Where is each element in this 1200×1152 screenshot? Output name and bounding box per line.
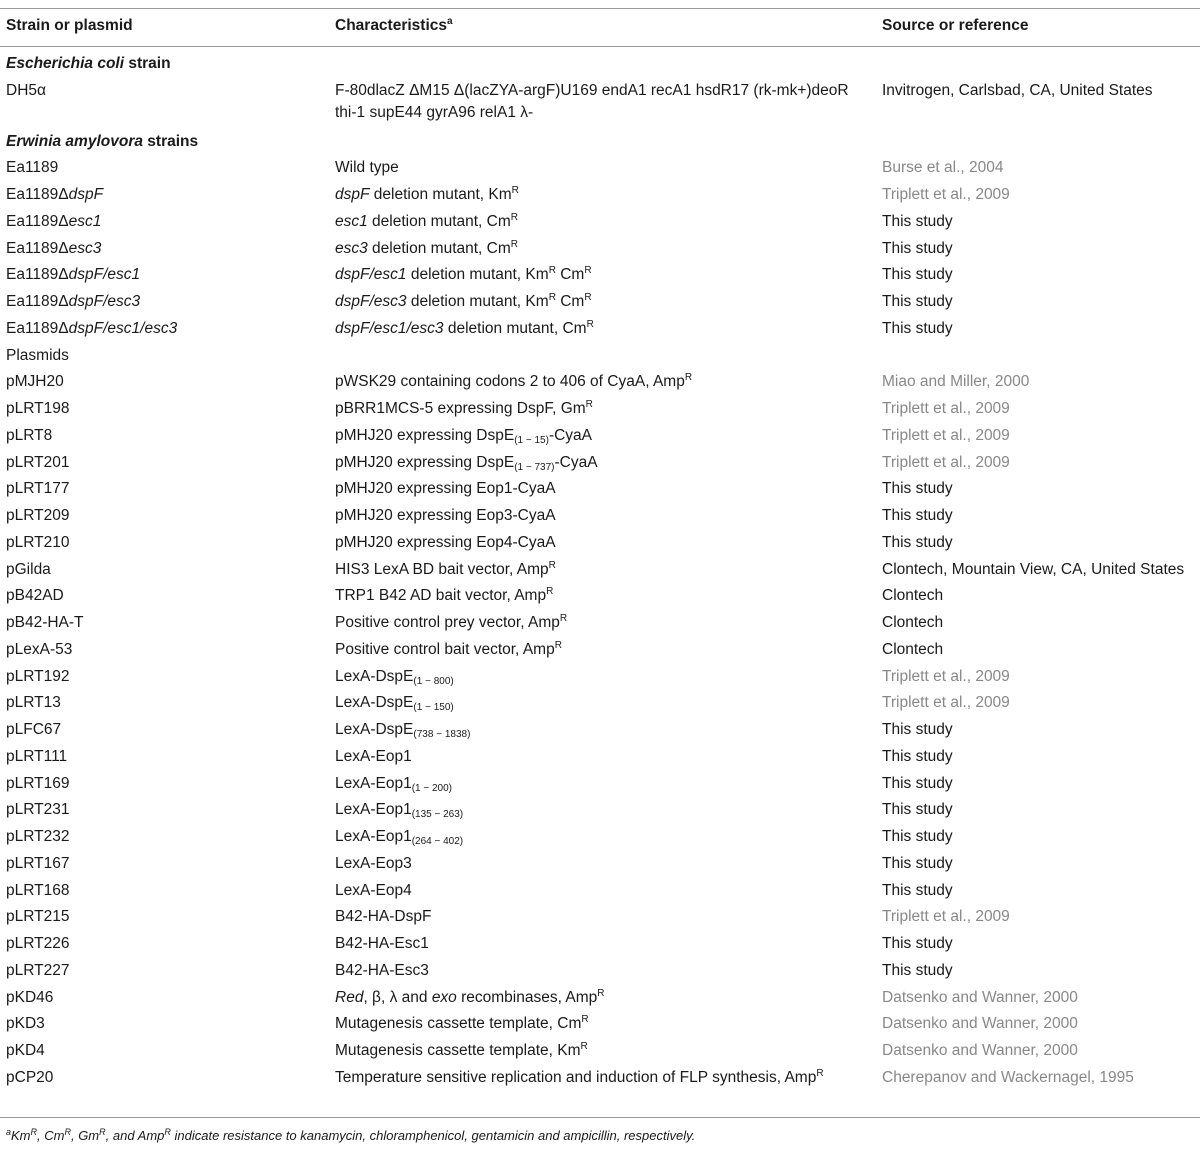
- source-cell: This study: [882, 293, 953, 311]
- characteristics-cell: LexA-$Eop1_{(1 - 200)}$: [335, 774, 453, 794]
- strain-cell: Ea1189ΔdspF/esc3: [6, 293, 141, 311]
- source-cell: This study: [882, 319, 953, 337]
- source-cell: Clontech: [882, 587, 944, 605]
- characteristics-cell: LexA-DspE$_{(1 - 800)}$: [335, 667, 454, 687]
- strain-cell: pCP20: [6, 1068, 54, 1086]
- strain-cell: Ea1189ΔdspF: [6, 186, 104, 204]
- strain-cell: pLRT232: [6, 828, 70, 846]
- source-cell: Burse et al., 2004: [882, 159, 1004, 177]
- strain-cell: pLRT215: [6, 908, 70, 926]
- strain-cell: pKD46: [6, 988, 54, 1006]
- characteristics-cell: LexA-DspE$_{(1 - 150)}$: [335, 694, 454, 714]
- strain-cell: pLRT210: [6, 533, 70, 551]
- strain-cell: pLFC67: [6, 721, 62, 739]
- characteristics-cell: Red, β, λ and exo recombinases, Amp$^R$: [335, 987, 605, 1006]
- strain-cell: pB42-HA-T: [6, 614, 84, 632]
- strain-cell: pLRT111: [6, 747, 68, 765]
- source-cell: Datsenko and Wanner, 2000: [882, 1015, 1078, 1033]
- characteristics-cell: Mutagenesis cassette template, $Cm^R$: [335, 1014, 589, 1033]
- source-cell: This study: [882, 533, 953, 551]
- characteristics-cell: LexA-Eop4: [335, 881, 412, 899]
- bottom-rule: [0, 1117, 1200, 1118]
- characteristics-cell: Positive control prey vector, Amp$^R$: [335, 613, 568, 632]
- source-cell: This study: [882, 212, 953, 230]
- strain-cell: pLRT8: [6, 426, 53, 444]
- source-cell: This study: [882, 266, 953, 284]
- table-footnote: $^aKm^R$, $Cm^R$, $Gm^R$, and Amp$^R$ indicate resistance to kanamycin, chloramphenicol, gentamicin and ampicillin, respectively.: [6, 1127, 696, 1143]
- characteristics-cell: pWSK29 containing codons 2 to 406 of CyaA, Amp$^R$: [335, 372, 693, 391]
- strain-cell: pGilda: [6, 560, 51, 578]
- strain-cell: DH5α: [6, 81, 46, 99]
- strain-cell: pLRT227: [6, 961, 70, 979]
- source-cell: This study: [882, 961, 953, 979]
- strain-cell: Ea1189ΔdspF/esc1: [6, 266, 141, 284]
- characteristics-cell: Mutagenesis cassette template, $Km^R$: [335, 1041, 588, 1060]
- characteristics-cell: F-80dlacZ ΔM15 Δ(lacZYA-argF)U169 endA1 recA1 hsdR17 (rk-mk+)deoR thi-1 supE44 gyrA96 relA1 λ-: [335, 81, 849, 121]
- source-cell: Clontech, Mountain View, CA, United States: [882, 560, 1185, 578]
- characteristics-cell: esc1 deletion mutant, $Cm^R$: [335, 211, 518, 230]
- strain-cell: pLRT192: [6, 667, 70, 685]
- source-cell: Cherepanov and Wackernagel, 1995: [882, 1068, 1134, 1086]
- strain-cell: pLRT231: [6, 801, 70, 819]
- source-cell: This study: [882, 747, 953, 765]
- source-cell: This study: [882, 854, 953, 872]
- header-source: Source or reference: [882, 17, 1029, 34]
- characteristics-cell: pMHJ20 expressing Eop3-CyaA: [335, 507, 556, 525]
- characteristics-cell: pBRR1MCS-5 expressing DspF, $Gm^R$: [335, 399, 593, 418]
- characteristics-cell: B42-HA-Esc1: [335, 935, 429, 953]
- characteristics-cell: pMHJ20 expressing Eop1-CyaA: [335, 480, 556, 498]
- characteristics-cell: HIS3 LexA BD bait vector, Amp$^R$: [335, 559, 556, 578]
- characteristics-cell: esc3 deletion mutant, $Cm^R$: [335, 238, 518, 257]
- source-cell: This study: [882, 881, 953, 899]
- source-cell: Clontech: [882, 614, 944, 632]
- characteristics-cell: LexA-$Eop1_{(264 - 402)}$: [335, 828, 464, 848]
- strain-cell: Ea1189Δesc1: [6, 212, 102, 230]
- header-characteristics-note: a: [447, 16, 453, 27]
- source-cell: Triplett et al., 2009: [882, 667, 1010, 685]
- characteristics-cell: Wild type: [335, 159, 399, 177]
- section-title: Escherichia coli strain: [6, 55, 171, 72]
- strain-cell: pLRT226: [6, 935, 70, 953]
- characteristics-cell: Positive control bait vector, Amp$^R$: [335, 639, 562, 658]
- source-cell: Triplett et al., 2009: [882, 426, 1010, 444]
- strain-cell: Ea1189Δesc3: [6, 239, 102, 257]
- characteristics-cell: dspF deletion mutant, $Km^R$: [335, 185, 519, 204]
- source-cell: Triplett et al., 2009: [882, 453, 1010, 471]
- header-strain: Strain or plasmid: [6, 17, 133, 34]
- characteristics-cell: pMHJ20 expressing DspE$_{(1 - 15)}$-CyaA: [335, 426, 593, 446]
- characteristics-cell: B42-HA-Esc3: [335, 961, 429, 979]
- source-cell: This study: [882, 721, 953, 739]
- strain-cell: pLRT177: [6, 480, 70, 498]
- strain-cell: Ea1189: [6, 159, 59, 177]
- header-characteristics-label: Characteristics: [335, 17, 448, 34]
- header-characteristics: [335, 16, 453, 36]
- strain-cell: Ea1189ΔdspF/esc1/esc3: [6, 319, 178, 337]
- strain-cell: pMJH20: [6, 373, 64, 391]
- characteristics-cell: dspF/esc1/esc3 deletion mutant, $Cm^R$: [335, 318, 594, 337]
- strain-cell: pLRT167: [6, 854, 70, 872]
- characteristics-cell: pMHJ20 expressing DspE$_{(1 - 737)}$-CyaA: [335, 453, 598, 473]
- source-cell: This study: [882, 480, 953, 498]
- source-cell: Triplett et al., 2009: [882, 186, 1010, 204]
- source-cell: This study: [882, 801, 953, 819]
- characteristics-cell: pMHJ20 expressing Eop4-CyaA: [335, 533, 556, 551]
- characteristics-cell: LexA-Eop3: [335, 854, 412, 872]
- strain-cell: pKD3: [6, 1015, 45, 1033]
- source-cell: Invitrogen, Carlsbad, CA, United States: [882, 81, 1153, 99]
- source-cell: This study: [882, 935, 953, 953]
- source-cell: Triplett et al., 2009: [882, 908, 1010, 926]
- source-cell: Datsenko and Wanner, 2000: [882, 988, 1078, 1006]
- source-cell: Clontech: [882, 640, 944, 658]
- source-cell: This study: [882, 239, 953, 257]
- section-title: Plasmids: [6, 346, 69, 364]
- characteristics-cell: dspF/esc3 deletion mutant, $Km^R$ $Cm^R$: [335, 292, 592, 311]
- characteristics-cell: TRP1 B42 AD bait vector, Amp$^R$: [335, 586, 554, 605]
- strain-cell: pLRT169: [6, 774, 70, 792]
- header-rule: [0, 46, 1200, 47]
- source-cell: This study: [882, 828, 953, 846]
- strain-cell: pLRT168: [6, 881, 70, 899]
- strain-cell: pLRT209: [6, 507, 70, 525]
- source-cell: This study: [882, 774, 953, 792]
- top-rule: [0, 8, 1200, 9]
- strain-cell: pKD4: [6, 1042, 45, 1060]
- source-cell: This study: [882, 507, 953, 525]
- characteristics-cell: B42-HA-DspF: [335, 908, 432, 926]
- characteristics-cell: Temperature sensitive replication and induction of FLP synthesis, Amp$^R$: [335, 1067, 824, 1086]
- strain-cell: pLRT198: [6, 400, 70, 418]
- source-cell: Miao and Miller, 2000: [882, 373, 1030, 391]
- source-cell: Datsenko and Wanner, 2000: [882, 1042, 1078, 1060]
- characteristics-cell: dspF/esc1 deletion mutant, $Km^R$ $Cm^R$: [335, 265, 592, 284]
- characteristics-cell: LexA-Eop1: [335, 747, 412, 765]
- strain-cell: pB42AD: [6, 587, 64, 605]
- strain-cell: pLRT13: [6, 694, 61, 712]
- characteristics-cell: LexA-DspE$_{(738 - 1838)}$: [335, 721, 471, 741]
- strain-cell: pLRT201: [6, 453, 70, 471]
- source-cell: Triplett et al., 2009: [882, 400, 1010, 418]
- strain-cell: pLexA-53: [6, 640, 73, 658]
- section-title: Erwinia amylovora strains: [6, 132, 199, 150]
- source-cell: Triplett et al., 2009: [882, 694, 1010, 712]
- characteristics-cell: LexA-$Eop1_{(135 - 263)}$: [335, 801, 464, 821]
